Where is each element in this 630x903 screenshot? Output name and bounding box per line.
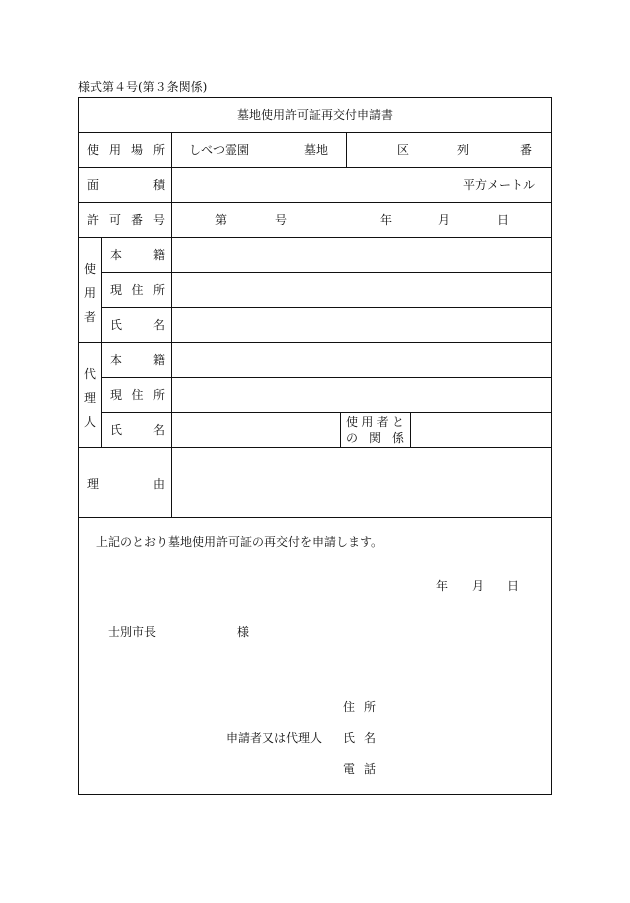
- user-name-label: 氏 名: [110, 318, 165, 332]
- rule-relation-right: [410, 412, 411, 447]
- permit-day: 日: [497, 213, 510, 227]
- agent-group-label: 代 理 人: [84, 367, 97, 429]
- ban-label: 番: [520, 143, 533, 157]
- permit-year: 年: [380, 213, 393, 227]
- rule-label-column: [171, 132, 172, 517]
- rule-user-address: [101, 307, 551, 308]
- agent-address-label: 現 住 所: [110, 388, 165, 402]
- rule-agent-address: [101, 412, 551, 413]
- permit-dai: 第: [215, 213, 228, 227]
- rule-group-column: [101, 237, 102, 447]
- location-label: 使 用 場 所: [87, 143, 165, 157]
- plot-label: 墓地: [304, 143, 329, 157]
- addressee-honorific: 様: [237, 625, 250, 639]
- date-year: 年: [436, 579, 449, 593]
- rule-relation-left: [340, 412, 341, 447]
- form-number: 様式第４号(第３条関係): [78, 80, 208, 94]
- rule-reason: [79, 517, 551, 518]
- area-label: 面 積: [87, 178, 165, 192]
- area-unit: 平方メートル: [463, 178, 536, 192]
- relation-label-line1: 使 用 者 と: [346, 415, 404, 429]
- user-group-label: 使 用 者: [84, 262, 97, 324]
- rule-title: [79, 132, 551, 133]
- agent-honseki-label: 本 籍: [110, 353, 165, 367]
- reason-label: 理 由: [87, 477, 165, 491]
- permit-go: 号: [275, 213, 288, 227]
- user-honseki-label: 本 籍: [110, 248, 165, 262]
- rule-location-split: [346, 132, 347, 167]
- agent-name-label: 氏 名: [110, 423, 165, 437]
- relation-label-line2: の 関 係: [346, 431, 404, 445]
- ku-label: 区: [397, 143, 410, 157]
- form-title: 墓地使用許可証再交付申請書: [236, 108, 393, 122]
- cemetery-name: しべつ霊園: [189, 143, 250, 157]
- permit-label: 許 可 番 号: [87, 213, 165, 227]
- applicant-address-label: 住 所: [343, 700, 376, 714]
- date-month: 月: [472, 579, 485, 593]
- rule-user: [79, 342, 551, 343]
- rule-user-honseki: [101, 272, 551, 273]
- retsu-label: 列: [457, 143, 470, 157]
- addressee-name: 士別市長: [108, 625, 157, 639]
- statement: 上記のとおり墓地使用許可証の再交付を申請します。: [96, 535, 384, 549]
- applicant-phone-label: 電 話: [343, 762, 376, 776]
- rule-permit: [79, 237, 551, 238]
- rule-area: [79, 202, 551, 203]
- rule-agent: [79, 447, 551, 448]
- rule-agent-honseki: [101, 377, 551, 378]
- user-address-label: 現 住 所: [110, 283, 165, 297]
- permit-month: 月: [438, 213, 451, 227]
- rule-location: [79, 167, 551, 168]
- applicant-caption: 申請者又は代理人: [226, 731, 323, 745]
- date-day: 日: [507, 579, 520, 593]
- applicant-name-label: 氏 名: [343, 731, 376, 745]
